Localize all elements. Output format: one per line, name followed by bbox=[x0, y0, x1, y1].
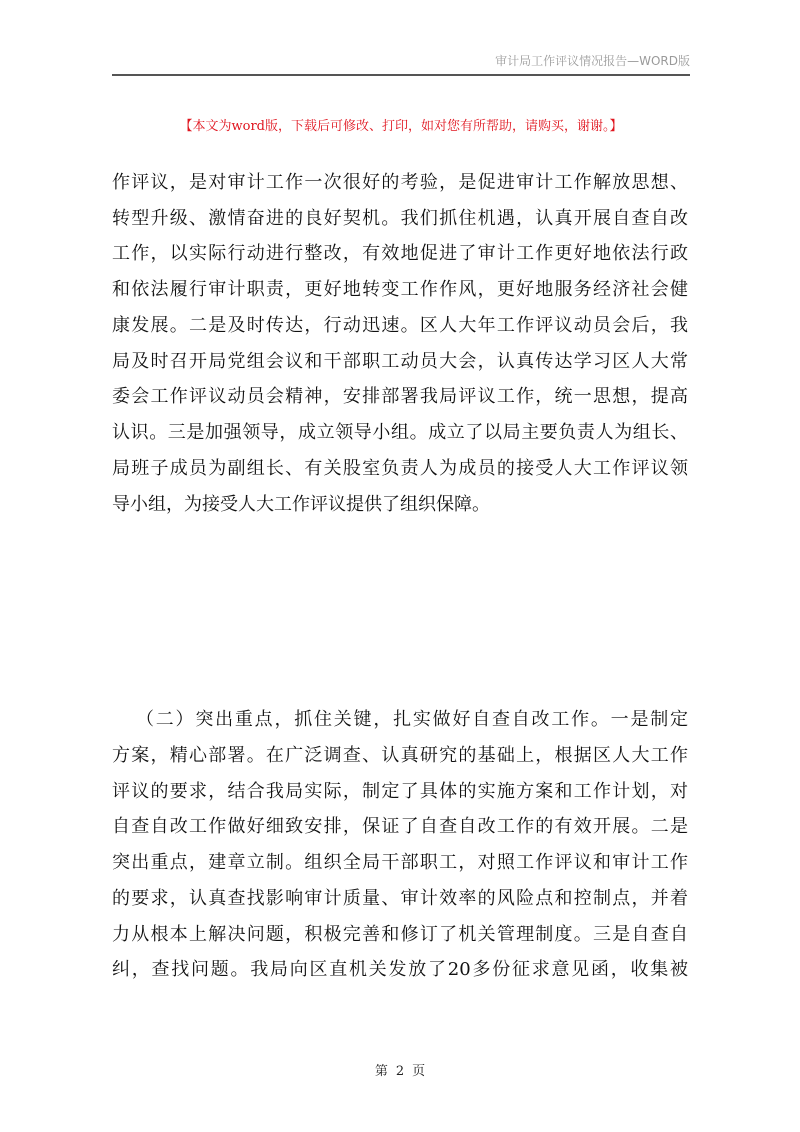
text-line: 康发展。二是及时传达，行动迅速。区人大年工作评议动员会后，我 bbox=[112, 315, 688, 336]
text-line: 认识。三是加强领导，成立领导小组。成立了以局主要负责人为组长、 bbox=[112, 422, 688, 443]
text-line: 工作，以实际行动进行整改，有效地促进了审计工作更好地依法行政 bbox=[112, 243, 688, 264]
purchase-notice: 【本文为word版，下载后可修改、打印，如对您有所帮助，请购买，谢谢。】 bbox=[179, 119, 623, 134]
page-suffix: 页 bbox=[412, 1064, 426, 1079]
page-number bbox=[0, 1060, 800, 1079]
text-line: 的要求，认真查找影响审计质量、审计效率的风险点和控制点，并着 bbox=[112, 888, 688, 909]
text-line: （二）突出重点，抓住关键，扎实做好自查自改工作。一是制定 bbox=[136, 709, 688, 730]
text-line: 方案，精心部署。在广泛调查、认真研究的基础上，根据区人大工作 bbox=[112, 745, 688, 766]
text-line: 纠，查找问题。我局向区直机关发放了20多份征求意见函，收集被 bbox=[112, 959, 688, 980]
text-line: 局及时召开局党组会议和干部职工动员大会，认真传达学习区人大常 bbox=[112, 351, 688, 372]
text-line: 作评议，是对审计工作一次很好的考验，是促进审计工作解放思想、 bbox=[112, 172, 688, 193]
text-line: 评议的要求，结合我局实际，制定了具体的实施方案和工作计划，对 bbox=[112, 781, 688, 802]
page-header-title: 审计局工作评议情况报告—WORD版 bbox=[495, 54, 690, 68]
text-line: 局班子成员为副组长、有关股室负责人为成员的接受人大工作评议领 bbox=[112, 458, 688, 479]
text-line: 导小组，为接受人大工作评议提供了组织保障。 bbox=[112, 494, 490, 515]
text-line: 转型升级、激情奋进的良好契机。我们抓住机遇，认真开展自查自改 bbox=[112, 208, 688, 229]
text-line: 自查自改工作做好细致安排，保证了自查自改工作的有效开展。二是 bbox=[112, 816, 688, 837]
header-divider bbox=[112, 74, 690, 76]
text-line: 和依法履行审计职责，更好地转变工作作风，更好地服务经济社会健 bbox=[112, 279, 688, 300]
text-line: 突出重点，建章立制。组织全局干部职工，对照工作评议和审计工作 bbox=[112, 852, 688, 873]
text-line: 委会工作评议动员会精神，安排部署我局评议工作，统一思想，提高 bbox=[112, 386, 688, 407]
text-line: 力从根本上解决问题，积极完善和修订了机关管理制度。三是自查自 bbox=[112, 924, 688, 945]
page-prefix: 第 bbox=[374, 1064, 388, 1079]
page-number-value: 2 bbox=[395, 1064, 405, 1079]
